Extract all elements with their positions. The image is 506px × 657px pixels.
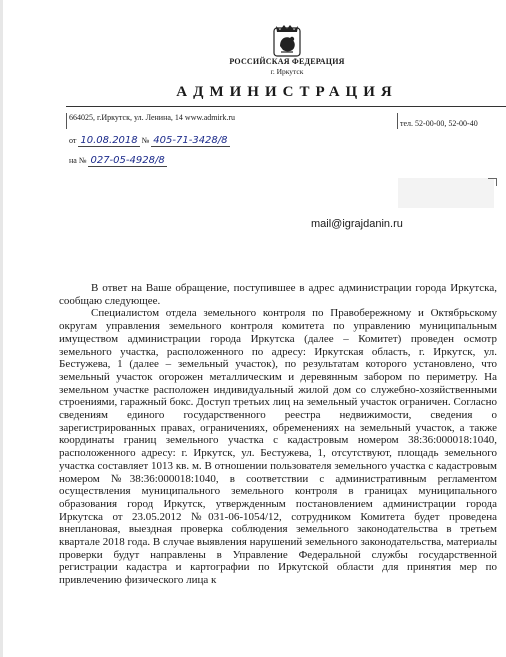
organization-title: АДМИНИСТРАЦИЯ (176, 84, 398, 100)
header-divider (66, 106, 506, 107)
number-label: № (141, 136, 150, 145)
city-emblem-icon (268, 24, 306, 58)
from-label: от (69, 136, 77, 145)
letter-body (59, 282, 497, 587)
address-corner-mark (488, 178, 496, 179)
org-phone: тел. 52-00-00, 52-00-40 (400, 119, 478, 128)
letter-paragraph-main: Специалистом отдела земельного контроля по Правобережному и Октябрьскому округам управления земельного контроля комитета по управлению муниципальным имуществом администрации города Иркутска (далее – Комитет) проведен осмотр земельного участка, расположенного по адресу: Иркутская область, г. Иркутск, ул. Бестужева, 1 (далее – земельный участок), по результатам которого установлено, что земельный участок огорожен металлическим и деревянным забором по периметру. На земельном участке расположен индивидуальный жилой дом со служебно-хозяйственными строениями, гаражный бокс. Доступ третьих лиц на земельный участок ограничен. Согласно сведениям единого государственного реестра недвижимости, сведения о зарегистрированных правах, ограничениях, обременениях на земельный участок, а также координаты границ земельного участка с кадастровым номером 38:36:000018:1040, расположенного адресу: г. Иркутск, ул. Бестужева, 1, отсутствуют, площадь земельного участка составляет 1013 кв. м. В отношении пользователя земельного участка с кадастровым номером №38:36:000018:1040, в соответствии с административным регламентом осуществления муниципального земельного контроля в границах муниципального образования город Иркутск, утвержденным постановлением администрации города Иркутска от 23.05.2012 №031-06-1054/12, сотрудником Комитета будет проведена внеплановая, выездная проверка соблюдения земельного законодательства в третьем квартале 2018 года. В случае выявления нарушений земельного законодательства, материалы проверки будут направлены в Управление Федеральной службы государственной регистрации кадастра и картографии по Иркутской области для принятия мер по привлечению физического лица к (59, 307, 497, 587)
reply-number: 027-05-4928/8 (90, 155, 165, 166)
outgoing-number: 405-71-3428/8 (153, 135, 228, 146)
city-name: г. Иркутск (270, 67, 304, 76)
outgoing-registration (69, 135, 230, 147)
address-tick-left (66, 113, 67, 129)
redacted-recipient-block (398, 178, 494, 208)
reply-registration (69, 155, 167, 167)
reply-label: на № (69, 156, 87, 165)
letter-paragraph-intro: В ответ на Ваше обращение, поступившее в адрес администрации города Иркутска, сообщаю следующее. (59, 282, 497, 307)
org-address: 664025, г.Иркутск, ул. Ленина, 14 www.admirk.ru (69, 113, 236, 122)
outgoing-date: 10.08.2018 (80, 135, 138, 146)
recipient-email: mail@igrajdanin.ru (311, 218, 403, 230)
country-name: РОССИЙСКАЯ ФЕДЕРАЦИЯ (229, 57, 345, 66)
phone-tick (397, 113, 398, 129)
address-corner-mark-vertical (496, 178, 497, 186)
